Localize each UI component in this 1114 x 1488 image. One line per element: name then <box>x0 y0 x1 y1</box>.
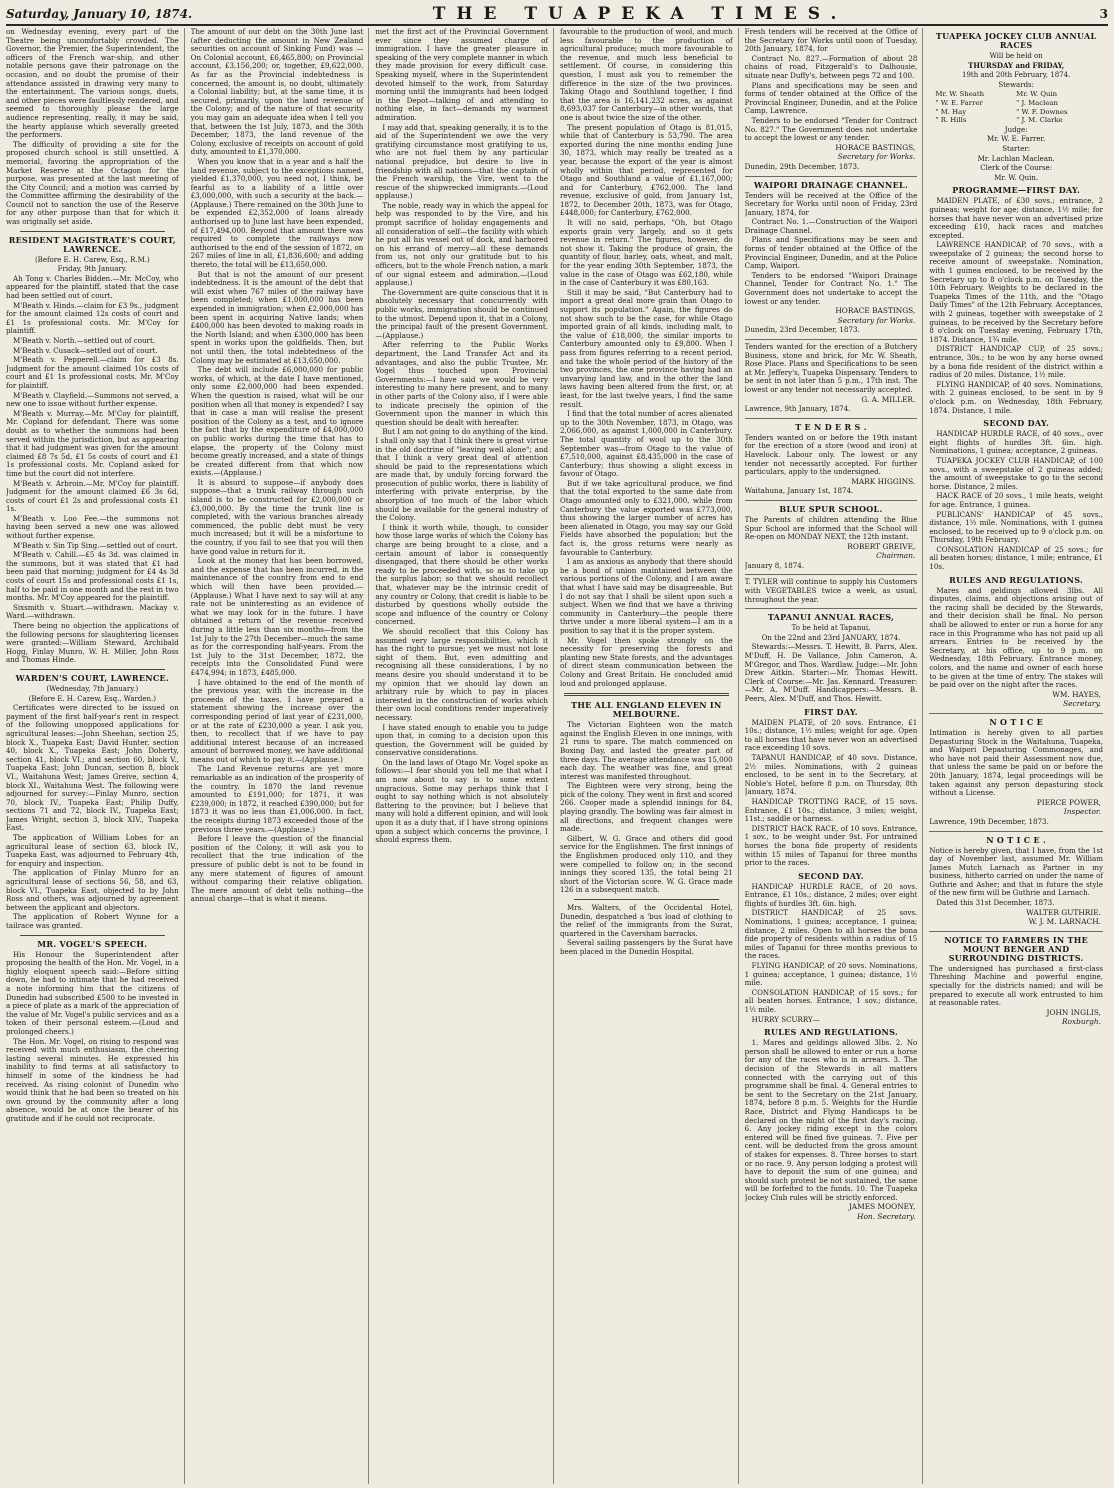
ad-subheading: To be held at Tapanui, <box>791 624 871 633</box>
article-paragraph: Still it may be said, "But Canterbury had to import a great deal more grain than Otago to support its population." Again, the figures do not show such to be the case, for while Otago imported grain of all kinds, including malt, to the value of £18,000, the similar imports to Canterbury amounted only to £9,800. When I pass from figures referring to a recent period, and take the whole period of the history of the two provinces, the one province having had an unvarying land law, and in the other the land laws having been altered from the first, or, at least, for the last twelve years, I find the same result. <box>560 287 733 409</box>
ad-rules: Mares and geldings allowed 3lbs. All disputes, claims, and objections arising out of the racing shall be decided by the Stewards, and their decision shall be final. No person shall be allowed to enter or run a horse for any race in this Programme who has not paid up all arrears. Entries to be received by the Secretary, at his office, up to 9 p.m. on Wednesday, 18th February. Entrance money, colors, and the name and owner of each horse to be given at the time of entry. The stakes will be paid over on the night after the races. <box>929 585 1103 690</box>
article-paragraph: The Victorian Eighteen won the match against the English Eleven in one innings, with 21 runs to spare. The match commenced on Boxing Day, and lasted the greater part of three days. The average attendance was 15,000 each day. The weather was fine, and great interest was manifested throughout. <box>560 720 733 781</box>
article-paragraph: When you know that in a year and a half the land revenue, subject to the exceptions named, yielded £1,370,000, you need not, I think, be fearful as to a liability of a little over £3,000,000, with such a security at the back.—(Applause.) There remained on the 30th June to be expended £2,352,000 of loans already authorised up to June last have been expended, of £17,494,000. Beyond that amount there was required to complete the railways now authorised to the end of the session of 1872, on 267 miles of line in all, £1,836,600; and adding thereto, the total will be £13,650,000. <box>190 156 364 270</box>
news-item: Several sailing passengers by the Surat have been placed in the Dunedin Hospital. <box>560 938 733 956</box>
article-paragraph: But that is not the amount of our present indebtedness. It is the amount of the debt that will exist when 767 miles of the railway have been completed; when £1,000,000 has been expended in immigration; when £2,000,000 has been spent in acquiring Native lands; when £400,000 has been devoted to making roads in the North Island; and when £300,000 has been spent in works upon the goldfields. Then, but not until then, the total indebtedness of the Colony may be estimated at £13,650,000. <box>190 269 364 365</box>
article-paragraph: The Land Revenue returns are yet more remarkable as an indication of the prosperity of the country. In 1870 the land revenue amounted to £191,000; for 1871, it was £239,000; in 1872, it reached £390,000; but for 1873 it was no less than £1,006,000. In fact, the receipts during 1873 exceeded those of the previous three years.—(Applause.) <box>190 764 364 834</box>
court-case: Ah Tong v. Charles Bidden.—Mr. McCoy, who appeared for the plaintiff, stated that the case had been settled out of court. <box>6 273 179 301</box>
ad-signature: JAMES MOONEY, <box>848 1202 916 1212</box>
ad-date: Dunedin, 29th December, 1873. <box>744 161 860 171</box>
advertisement-fresh-tenders <box>745 28 918 177</box>
newspaper-title: THE TUAPEKA TIMES. <box>432 4 848 24</box>
stewards-list <box>929 90 1103 124</box>
advertisement-tenders <box>745 423 918 501</box>
ad-signature-title: Inspector. <box>1063 807 1101 817</box>
ad-signature: HORACE BASTINGS, <box>835 306 916 316</box>
race-entry: HANDICAP TROTTING RACE, of 15 sovs. Entrance, £1 10s.; distance, 3 miles; weight, 11st.; saddle or harness. <box>744 796 918 824</box>
ad-subheading: Will be held on <box>989 52 1043 60</box>
section-date: Friday, 9th January. <box>57 265 127 274</box>
race-entry: HURRY SCURRY— <box>751 1014 820 1024</box>
race-entry: HANDICAP HURDLE RACE, of 40 sovs., over eight flights of hurdles 3ft. 6in. high. Nominations, 1 guinea; acceptance, 2 guineas. <box>929 429 1103 456</box>
race-entry: HACK RACE of 20 sovs., 1 mile heats, weight for age. Entrance, 1 guinea. <box>929 491 1103 509</box>
ad-rules: 1. Mares and geldings allowed 3lbs. 2. No person shall be allowed to enter or run a horse for any of the races who is in arrears. 3. The decision of the Stewards in all matters connected with the carrying out of this programme shall be final. 4. General entries to be sent to the Secretary on the 21st January, 1874, before 8 p.m. 5. Weights for the Hurdle Race, District and Flying Handicaps to be declared on the night of the first day's racing. 6. Any jockey riding except in the colors entered will be fined five guineas. 7. Five per cent. will be deducted from the gross amount of stakes for expenses. 8. Three horses to start or no race. 9. Any person lodging a protest will have to deposit the sum of one guinea; and should such protest be not sustained, the same will be forfeited to the funds. 10. The Tuapeka Jockey Club rules will be strictly enforced. <box>744 1038 918 1202</box>
ad-text: The Parents of children attending the Blue Spur School are informed that the School will Re-open on MONDAY NEXT, the 12th instant. <box>744 514 918 542</box>
race-entry: DISTRICT HANDICAP CUP, of 25 sovs.; entrance, 30s.; to be won by any horse owned by a bona fide resident of the district within a radius of 20 miles. Distance, 1½ mile. <box>929 344 1103 380</box>
court-case: M'Beath v. Arbroin.—Mr. M'Coy for plaintiff. Judgment for the amount claimed £6 3s 6d, costs of court £1 2s and professional costs £1 1s. <box>6 478 179 514</box>
ad-signature: G. A. MILLER. <box>861 394 916 404</box>
race-entry: TUAPEKA JOCKEY CLUB HANDICAP, of 100 sovs., with a sweepstake of 2 guineas added; the amount of sweepstake to go to the second horse. Distance, 2 miles. <box>929 455 1103 491</box>
ad-text: Tenders wanted on or before the 19th instant for the erection of a store (wood and iron) at Havelock. Labour only. The lowest or any tender not necessarily accepted. For further particulars, apply to the undersigned. <box>744 432 918 477</box>
race-entry: CONSOLATION HANDICAP of 25 sovs.; for all beaten horses; distance, 1 mile; entrance, £1 10s. <box>929 544 1103 572</box>
ad-rules-heading: RULES AND REGULATIONS. <box>764 1027 898 1038</box>
ad-heading: WAIPORI DRAINAGE CHANNEL. <box>753 179 909 190</box>
ad-text: Tenders to be endorsed "Tender for Contract No. 827." The Government does not undertake to accept the lowest or any tender. <box>744 115 918 143</box>
ad-text: Notice is hereby given, that I have, from the 1st day of November last, assumed Mr. William James Mutch Larnach as Partner in my business, hitherto carried on under the name of Guthrie and Asher; and that in future the style of the new firm will be Guthrie and Larnach. <box>929 845 1103 898</box>
court-case: M'Beath v. North.—settled out of court. <box>13 336 156 345</box>
issue-date: Saturday, January 10, 1874. <box>6 7 193 21</box>
court-case: Sixsmith v. Stuart.—withdrawn. Mackay v. Ward.—withdrawn. <box>6 602 179 621</box>
ad-signature: PIERCE POWER, <box>1036 797 1101 807</box>
article-paragraph: Gilbert, W. G. Grace and others did good service for the Englishmen. The first innings of the Englishmen produced only 110, and they were compelled to follow on; in the second innings they scored 135, the total being 21 short of the Victorian score. W. G. Grace made 126 in a subsequent match. <box>560 833 733 895</box>
ad-text: Contract No. 827.—Formation of about 28 chains of road, Fitzgerald's to Dalhousie, situate near Duffy's, between pegs 72 and 100. <box>744 53 918 80</box>
column-1 <box>6 28 185 1484</box>
column-3 <box>375 28 554 1484</box>
advertisement-waipori-drainage <box>745 181 918 341</box>
ad-date: January 8, 1874. <box>744 560 805 570</box>
advertisement-tapanui-races <box>745 613 918 1221</box>
divider <box>574 899 719 900</box>
court-case: M'Beath v. Hinds.—claim for £3 9s., judgment for the amount claimed 12s costs of court and £1 1s professional costs. Mr. M'Coy for plaintiff. <box>6 300 179 336</box>
article-paragraph: The present population of Otago is 81,015, while that of Canterbury is 53,790. The area exported during the nine months ending June 30, 1873, which may really be treated as a year, because the export of the year is almost wholly within that period, represented for Otago and Southland a value of £1,167,000; and for Canterbury, £762,000. The land revenue, exclusive of gold, from January 1st, 1872, to December 20th, 1873, was for Otago, £448,000; for Canterbury, £762,000. <box>560 122 733 218</box>
court-case: M'Beath v. Cusack—settled out of court. <box>13 345 158 355</box>
advertisement-jockey-club <box>929 32 1103 714</box>
ad-text: T. TYLER will continue to supply his Customers with VEGETABLES twice a week, as usual, throughout the year. <box>744 577 918 604</box>
article-paragraph: The Eighteen were very strong, being the pick of the colony. They went in first and scored 266. Cooper made a splendid innings for 84, playing grandly. The bowling was fair almost in all directions, and frequent changes were made. <box>560 781 733 834</box>
column-4 <box>560 28 739 1484</box>
article-paragraph: on Wednesday evening, every part of the Theatre being uncomfortably crowded. The Governor, the Premier, the Superintendent, the officers of the French war-ship, and other notable persons gave their patronage on the occasion, and no doubt the promise of their attendance assisted in drawing very many to the entertainment. The various songs, duets, and other pieces were faultlessly rendered, and seemed to thoroughly please the large audience representing, really, it may be said, the hearty applause which severally greeted the performers. <box>6 28 179 140</box>
race-entry: CONSOLATION HANDICAP, of 15 sovs.; for all beaten horses. Entrance, 1 sov.; distance, 1½ mile. <box>744 987 918 1014</box>
ad-heading: N O T I C E . <box>986 834 1047 845</box>
ad-subheading: THURSDAY and FRIDAY, <box>968 60 1065 70</box>
news-item: Mrs. Walters, of the Occidental Hotel, Dunedin, despatched a 'bus load of clothing to the relief of the immigrants from the Surat, quartered in the Caversham barracks. <box>560 903 733 938</box>
ad-text: Contract No. 1.—Construction of the Waipori Drainage Channel. <box>744 217 918 235</box>
advertisement-butchery-tender <box>745 343 918 419</box>
court-case: M'Beath v. Sin Tip Sing.—settled out of court. <box>13 540 178 550</box>
court-case: M'Beath v. Murray.—Mr. M'Coy for plaintiff, Mr. Copland for defendant. There was some doubt as to whether the summons had been served within the jurisdiction, but as appearing that it had judgment was given for the amount claimed £8 7s 5d, £1 5s costs of court and £1 1s professional costs. Mr. Copland asked for time but the court did not interfere. <box>6 408 179 478</box>
judge-heading: Judge: <box>1004 125 1028 134</box>
ad-heading: TAPANUI ANNUAL RACES, <box>767 612 895 623</box>
advertisement-notice-farmers <box>929 936 1103 1027</box>
article-paragraph: I may add that, speaking generally, it is to the aid of the Superintendent we owe the very gratifying circumstance most gratifying to us, who are not fuel them by any particular national prejudice, but desire to live in friendship with all nations—that the captain of the French warship, the Vire, went to the rescue of the shipwrecked immigrants.—(Loud applause.) <box>375 122 548 201</box>
column-6 <box>929 28 1108 1484</box>
steward: " J. Maclean <box>1016 98 1058 107</box>
article-paragraph: We should recollect that this Colony has assumed very large responsibilities, which it has the right to pursue; yet we must not lose sight of them. But, even admitting and recognising all these considerations, I by no means desire you should understand it to be my opinion that we should lay down an arbitrary rule by which to pay in places interested in the construction of works which their own local conditions render imperatively necessary. <box>375 626 548 722</box>
section-heading: MR. VOGEL'S SPEECH. <box>37 938 148 949</box>
race-entry: MAIDEN PLATE, of £30 sovs.; entrance, 2 guineas; weight for age; distance, 1½ mile; for horses that have never won an advertised prize exceeding £10, hack races and matches excepted. <box>929 196 1103 240</box>
court-case: M'Beath v. Clayfield.—Summons not served, a new one to issue without further expense. <box>6 390 179 409</box>
steward: Mr. W. Sheath <box>935 90 985 99</box>
advertisement-notice-depasturing <box>929 718 1103 832</box>
ad-subheading: On the 22nd and 23rd JANUARY, 1874. <box>761 633 901 642</box>
article-paragraph: I think it worth while, though, to consider how those large works of which the Colony has charge are being brought to a close, and a certain amount of labor is consequently disengaged, that there should be other works ready to be proceeded with, so as to take up the surplus labor; so that we should recollect that, whatever may be the intrinsic credit of any country or Colony, that credit is liable to be disturbed by questions wholly outside the scope and influence of the country or Colony concerned. <box>375 522 548 627</box>
court-case: Certificates were directed to be issued on payment of the first half-year's rent in respect of the following unopposed applications for agricultural leases:—John Sheehan, section 25, block X., Tuapeka East; David Hunter, section 40, block X., Tuapeka East; John Doherty, section 41, block VI.; and section 60, block V., Tuapeka East; John Duncan, section 8, block VI., Waitahuna West; James Greive, section 4, block XI., Waitahuna West. The following were adjourned for survey:—Finlay Munro, section 70, block IV., Tuapeka East; Philip Duffy, sections 71 and 72, block IV., Tuapeka East; James Wright, section 3, block XIV., Tuapeka East. <box>6 703 179 833</box>
ad-signature: ROBERT GREIVE, <box>847 541 916 551</box>
page-number: 3 <box>1099 7 1108 21</box>
court-case: M'Beath v. Loo Fee.—the summons not having been served a new one was allowed without further expense. <box>6 513 179 541</box>
ad-date: Lawrence, 9th January, 1874. <box>744 404 851 414</box>
ad-date: Dunedin, 23rd December, 1873. <box>744 325 860 335</box>
masthead <box>6 4 1108 26</box>
court-case: There being no objection the applications of the following persons for slaughtering licenses were granted:—William Steward, Archibald Hogg, Finlay Munro, W. H. Miller, John Ross and Thomas Hinde. <box>6 621 179 665</box>
article-paragraph: The difficulty of providing a site for the proposed church school is still unsettled. A memorial, favoring the appropriation of the Market Reserve at the Octagon for the purpose, was presented at the last meeting of the City Council; and a motion was carried by the Committee affirming the desirability of the Council not to sanction the use of the Reserve for any other purpose than that for which it was originally set aside. <box>6 139 179 227</box>
steward: " M. Hay <box>935 107 967 116</box>
article-paragraph: I am as anxious as anybody that there should be a bond of union maintained between the various portions of the Colony, and I am aware that what I have said may be disagreeable. But I do not say that I shall be silent upon such a subject. When we find that we have a thriving community in Canterbury—the people there thrive under a more liberal system—I am in a position to say that it is the proper system. <box>560 557 733 635</box>
race-entry: PUBLICANS' HANDICAP of 45 sovs., distance, 1½ mile. Nominations, with 1 guinea enclosed, to be received up to 9 o'clock p.m. on Thursday, 19th February. <box>929 509 1103 545</box>
court-case: M'Beath v. Pepperell.—claim for £3 8s. Judgment for the amount claimed 10s costs of court and £1 1s professional costs. Mr. M'Coy for plaintiff. <box>6 355 179 390</box>
ad-signature-title: Roxburgh. <box>1061 1017 1101 1027</box>
article-paragraph: But if we take agricultural produce, we find that the total exported to the same date from Otago amounted only to £321,000, while from Canterbury the value exported was £773,000, thus showing the larger number of acres has been alienated in Otago, you may say our Gold Fields have absorbed the population; but the fact is, the gross returns were nearly as favourable to Canterbury. <box>560 478 733 557</box>
ad-signature: WM. HAYES, <box>1052 689 1101 699</box>
article-paragraph: It is absurd to suppose—if anybody does suppose—that a trunk railway through such island is to be constructed for £2,000,000 or £3,000,000. By the time the trunk line is completed, with the various branches already commenced, the public debt must be very much increased; but it will be a misfortune to the country, if you fail to see that you will then have good value in return for it. <box>190 477 364 556</box>
ad-signature-title: Secretary. <box>1063 699 1101 709</box>
ad-text: Tenders will be received at the Office of the Secretary for Works until noon of Friday, 23rd January, 1874, for <box>744 190 918 217</box>
steward: Mr. W. Quin <box>1016 90 1058 99</box>
ad-signature: W. J. M. LARNACH. <box>1028 917 1101 927</box>
advertisement-tyler-vegetables <box>745 578 918 609</box>
court-case: The application of Robert Wynne for a tailrace was granted. <box>6 912 179 930</box>
article-paragraph: The Government are quite conscious that it is absolutely necessary that concurrently with public works, immigration should be continued to the utmost. Depend upon it, that in a Colony, the principal fault of the present Government.—(Applause.) <box>375 287 548 340</box>
column-5 <box>745 28 924 1484</box>
judge-name: Mr. W. E. Farrer. <box>986 135 1046 144</box>
section-heading: RESIDENT MAGISTRATE'S COURT, LAWRENCE. <box>8 234 176 254</box>
ad-day-heading: SECOND DAY. <box>798 870 864 881</box>
ad-signature: HORACE BASTINGS, <box>835 142 916 152</box>
ad-heading: BLUE SPUR SCHOOL. <box>779 503 883 514</box>
ad-date: Dated this 31st December, 1873. <box>936 898 1055 908</box>
steward: " J. M. Clarke <box>1016 116 1063 125</box>
ad-text: Fresh tenders will be received at the Office of the Secretary for Works until noon of Tuesday, 20th January, 1874, for <box>744 28 918 54</box>
ad-heading: NOTICE TO FARMERS IN THE MOUNT BENGER AND SURROUNDING DISTRICTS. <box>944 934 1089 963</box>
ad-signature: JOHN INGLIS, <box>1046 1007 1101 1017</box>
article-paragraph: But I am not going to do anything of the kind. I shall only say that I think there is great virtue in the old doctrine of "leaving well alone"; and that I think a very great deal of attention should be paid to the representations which are made that, by unduly forcing forward the prosecution of public works, there is liability of interfering with private enterprise, by the absorption of too much of the labor which should be available for the general industry of the Colony. <box>375 427 548 523</box>
article-paragraph: The amount of our debt on the 30th June last (after deducting the amount in New Zealand securities on account of Sinking Fund) was —On Colonial account, £6,465,800; on Provincial account, £3,156,200; or, together, £9,622,000. As far as the Provincial indebtedness is concerned, the amount is, no doubt, ultimately a Colonial liability; but, at the same time, it is secured, primarily, upon the land revenue of the Colony; and of the nature of that security you may gain an adequate idea when I tell you that, between the 1st July, 1873, and the 30th December, 1873, the land revenue of the Colony, exclusive of receipts on account of gold duty, amounted to £1,370,000. <box>190 28 364 157</box>
advertisement-notice-partnership <box>929 836 1103 932</box>
ad-heading: N O T I C E <box>989 716 1043 727</box>
ad-signature: MARK HIGGINS. <box>851 476 916 486</box>
ad-rules-heading: RULES AND REGULATIONS. <box>949 574 1084 585</box>
divider <box>20 935 165 936</box>
race-entry: TAPANUI HANDICAP, of 40 sovs. Distance, 2½ miles. Nominations, with 2 guineas enclosed, to be sent in to the Secretary, at Noble's Hotel, before 8 p.m. on Thursday, 8th January, 1874. <box>744 752 918 797</box>
ad-day-heading: SECOND DAY. <box>983 418 1050 429</box>
ad-heading: TUAPEKA JOCKEY CLUB ANNUAL RACES <box>935 31 1097 50</box>
ad-day-heading: FIRST DAY. <box>804 706 858 717</box>
article-paragraph: It will no said, perhaps, "Oh, but Otago exports grain very largely, and so it gets revenue in return." The figures, however, do not show it. Taking the produce of grain, the quantity of flour, barley, oats, wheat, and malt, for the year ending 30th September, 1873, the value in the case of Otago was £62,180, while in the case of Canterbury it was £80,163. <box>560 218 733 288</box>
ad-text: Stewards:—Messrs. T. Hewitt, B. Parrs, Alex. M'Duff, H. De Vallance, John Cameron, A. M'Gregor, and Thos. Wardlaw. Judge:—Mr. John Drew Aitkin. Starter:—Mr. Thomas Hewitt. Clerk of Course:—Mr. Jas. Kennard. Treasurer:—Mr. A. M'Duff. Handicappers:—Messrs. B. Peers, Alex. M'Duff, and Thos. Hewitt. <box>744 642 918 703</box>
article-paragraph: favourable to the production of wool, and much less favourable to the production of agricultural produce; much more favourable to the revenue, and much less beneficial to settlement. Of course, in considering this question, I must ask you to remember the difference in the size of the two provinces. Taking Otago and Southland together, I find that the area is 16,141,232 acres, as against 8,693,037 for Canterbury—in other words, that one is about twice the size of the other. <box>560 28 733 122</box>
ad-signature-title: Secretary for Works. <box>837 152 916 162</box>
race-entry: FLYING HANDICAP, of 40 sovs. Nominations, with 2 guineas enclosed, to be sent in by 9 o'clock p.m. on Wednesday, 18th February, 1874. Distance, 1 mile. <box>929 379 1103 415</box>
article-paragraph: Mr. Vogel then spoke strongly on the necessity for preserving the forests and planting new State forests, and the advantages of direct steam communication between the Colony and Great Britain. He concluded amid loud and prolonged applause. <box>560 635 733 688</box>
article-paragraph: The noble, ready way in which the appeal for help was responded to by the Vire, and his prompt sacrifice of holiday engagements and all consideration of self—the facility with which he put all his vessel out of dock, and harbored on his errand of mercy—all these demands from us, not only our gratitude but to his officers, but to the whole French nation, a mark of our signal esteem and admiration.—(Loud applause.) <box>375 200 548 288</box>
ad-text: Tenders to be endorsed "Waipori Drainage Channel, Tender for Contract No. 1." The Government does not undertake to accept the lowest or any tender. <box>744 270 918 306</box>
race-entry: LAWRENCE HANDICAP, of 70 sovs., with a sweepstake of 2 guineas; the second horse to receive amount of sweepstake. Nomination, with 1 guinea enclosed, to be received by the Secretary up to 8 o'clock p.m. on Tuesday, the 10th February. Weights to be declared in the Tuapeka Times of the 11th, and the "Otago Daily Times" of the 12th February. Acceptances, with 2 guineas, together with sweepstake of 2 guineas, to be received by the Secretary before 8 o'clock on Tuesday evening, February 17th, 1874. Distance, 1¾ mile. <box>929 240 1103 344</box>
divider <box>20 231 165 232</box>
ad-heading: T E N D E R S . <box>795 421 867 432</box>
article-paragraph: On the land laws of Otago Mr. Vogel spoke as follows:—I fear should you tell me that what I am now about to say is to some extent ungracious. Some may perhaps think that I ought to say nothing which is not absolutely flattering to the province; but I believe that many will hold a different opinion, and will look upon it as a duty that, if I have strong opinions upon a subject which concerns the province, I should express them. <box>375 757 548 845</box>
ad-date: Lawrence, 19th December, 1873. <box>929 816 1049 826</box>
section-heading: WARDEN'S COURT, LAWRENCE. <box>15 672 170 683</box>
ad-signature-title: Hon. Secretary. <box>857 1212 916 1222</box>
race-entry: FLYING HANDICAP, of 20 sovs. Nominations, 1 guinea; acceptance, 1 guinea; distance, 1½ mile. <box>744 961 918 988</box>
article-paragraph: Before I leave the question of the financial position of the Colony, it will ask you to recollect that the true indication of the pressure of public debt is not to be found in any mere statement of figures of amount without comparing their relative obligation. The mere amount of debt tells nothing—the annual charge—that is what it means. <box>190 834 364 904</box>
section-subheading: (Before E. H. Carew, Esq., R.M.) <box>34 255 150 264</box>
steward: " W. F. Downes <box>1016 107 1068 116</box>
ad-signature: WALTER GUTHRIE. <box>1026 907 1101 917</box>
article-paragraph: I have stated enough to enable you to judge upon that, in coming to a decision upon this question, the Government will be guided by conservative considerations. <box>375 722 548 758</box>
section-date: (Wednesday, 7th January.) <box>46 684 139 693</box>
ad-text: Tenders wanted for the erection of a Butchery Business, stone and brick, for Mr. W. Sheath, Rose Place. Plans and Specifications to be seen at Mr. Jeffery's, Tuapeka Dispensary. Tenders to be sent in not later than 5 p.m., 17th inst. The lowest or any tender not necessarily accepted. <box>744 342 918 394</box>
ad-date: Waitahuna, January 1st, 1874. <box>744 486 854 496</box>
columns <box>6 28 1108 1484</box>
article-paragraph: The Hon. Mr. Vogel, on rising to respond was received with much enthusiasm, the cheering lasting several minutes. He expressed his inability to find terms at all satisfactory to himself in some of the kindness he had received. As rising colonist of Dunedin who would think that he had been so treated on his own ground by the community after a long absence, would be at once the bearer of his gratitude and if he could not reciprocate. <box>6 1036 179 1123</box>
steward: " R. Hills <box>935 116 967 125</box>
clerk-name: Mr. W. Quin. <box>994 173 1039 182</box>
stewards-heading: Stewards: <box>998 80 1035 89</box>
starter-heading: Starter: <box>1002 144 1031 153</box>
divider <box>20 669 165 670</box>
article-paragraph: I have obtained to the end of the month of the previous year, with the increase in the proceeds of the taxes. I have prepared a statement showing the increase over the corresponding period of last year of £231,000, or at the rate of £230,000 a year. I ask you, then, to recollect that if we have to pay additional interest because of an increased amount of borrowed money, we have additional means out of which to pay it.—(Applause.) <box>190 677 364 764</box>
ad-text: Plans and Specifications may be seen and forms of tender obtained at the Office of the Provincial Engineer, Dunedin, and at the Police Camp, Waipori. <box>744 235 918 271</box>
ad-signature-title: Chairman. <box>876 551 916 561</box>
court-case: M'Beath v. Cahill.—£5 4s 3d. was claimed in the summons, but it was stated that £1 had been paid that morning; judgment for £4 4s 3d costs of court 15s and professional costs £1 1s, half to be paid in one month and the rest in two months. Mr. M'Coy appeared for the plaintiff. <box>6 550 179 603</box>
steward: " W. E. Farrer <box>935 98 983 107</box>
race-entry: MAIDEN PLATE, of 20 sovs. Entrance, £1 10s.; distance, 1½ miles; weight for age. Open to all horses that have never won an advertised race exceeding 10 sovs. <box>744 717 918 753</box>
article-paragraph: After referring to the Public Works department, the Land Transfer Act and its advantages, and also the public Trustee, Mr. Vogel thus touched upon Provincial Governments:—I have said we would be very interesting to many here present, and to many in other parts of the Colony also, if I were able to indicate precisely the opinion of the Government upon the manner in which this question should be dealt with hereafter. <box>375 340 548 427</box>
section-subheading: (Before E. H. Carew, Esq., Warden.) <box>28 694 156 703</box>
race-entry: HANDICAP HURDLE RACE, of 20 sovs. Entrance, £1 10s.; distance, 2 miles; over eight flights of hurdles 3ft. 6in. high. <box>744 881 918 908</box>
ad-text: The undersigned has purchased a first-class Threshing Machine and powerful engine, specially for the districts named; and will be prepared to execute all work entrusted to him at reasonable rates. <box>929 963 1103 1008</box>
programme-heading: PROGRAMME—FIRST DAY. <box>952 185 1081 196</box>
divider <box>564 693 729 696</box>
ad-text: Plans and specifications may be seen and forms of tender obtained at the Office of the Provincial Engineer, Dunedin, and at the Police Camp, Lawrence. <box>744 80 918 116</box>
ad-text: Intimation is hereby given to all parties Depasturing Stock in the Waitahuna, Tuapeka, and Waipori Depasturing Commonages, and who have not paid their Assessment now due, that unless the same be paid on or before the 20th January, 1874, legal proceedings will be taken against any person depasturing stock without a License. <box>929 727 1103 798</box>
article-paragraph: I find that the total number of acres alienated up to the 30th November, 1873, in Otago, was 2,066,000, as against 1,000,000 in Canterbury. The total quantity of wool up to the 30th September was—from Otago to the value of £7,510,000, against £8,435,000 in the case of Canterbury; thus showing a slight excess in favour of Otago. <box>560 409 733 479</box>
ad-signature-title: Secretary for Works. <box>837 315 916 325</box>
race-entry: DISTRICT HACK RACE, of 10 sovs. Entrance, 1 sov., to be weight under 9st. For untrained horses the bona fide property of residents within 15 miles of Tapanui for three months prior to the races. <box>744 823 918 868</box>
court-case: The application of William Lobes for an agricultural lease of section 63, block IV., Tuapeka East, was adjourned to February 4th, for enquiry and inspection. <box>6 833 179 868</box>
ad-subheading: 19th and 20th February, 1874. <box>962 71 1071 80</box>
article-paragraph: Look at the money that has been borrowed, and the expense that has been incurred, in the maintenance of the country from end to end which will then have been provided.—(Applause.) What I have next to say will at any rate not be uninteresting as an evidence of what we may look for in the future. I have obtained a return of the revenue received during a little less than six months—from the 1st July to the 27th December—much the same as for the corresponding half-years. From the 1st July to the 31st December, 1872, the receipts into the Consolidated Fund were £474,994; in 1873, £485,000. <box>190 556 364 677</box>
advertisement-blue-spur-school <box>745 505 918 576</box>
race-entry: DISTRICT HANDICAP, of 25 sovs. Nominations, 1 guinea; acceptance, 1 guinea; distance, 2 miles. Open to all horses the bona fide property of residents within a radius of 15 miles of Tapanui for three months previous to the races. <box>744 908 918 961</box>
starter-name: Mr. Lachlan Maclean. <box>977 154 1055 163</box>
section-heading: THE ALL ENGLAND ELEVEN IN MELBOURNE. <box>571 700 722 720</box>
article-paragraph: The debt will include £6,000,000 for public works, of which, at the date I have mentioned, only some £2,000,000 had been expended. When the question is raised, what will be our position when all that money is expended? I say that in case a man will realise the present position of the Colony as a test, and to ignore the fact that by the expenditure of £4,000,000 on public works during the time that has to elapse, the property of the Colony must become greatly increased, and a state of things be created different from that which now exists.—(Applause.) <box>190 365 364 478</box>
article-paragraph: met the first act of the Provincial Government ever since they assumed charge of immigration. I have the greater pleasure in speaking of the very complete manner in which they made provision for every difficult case. Speaking myself, where in the Superintendent devoted himself to the work, from Saturday morning until the immigrants had been lodged in the Depot—talking of and attending to nothing else, in fact—demands my warmest admiration. <box>375 28 548 122</box>
article-paragraph: His Honour the Superintendent after proposing the health of the Hon. Mr. Vogel, in a highly eloquent speech said:—Before sitting down, he had to intimate that he had received a note informing him that the citizens of Dunedin had subscribed £500 to be invested in a piece of plate as a mark of the appreciation of the value of Mr. Vogel's public services and as a token of their personal esteem.—(Loud and prolonged cheers.) <box>6 949 179 1036</box>
court-case: The application of Finlay Munro for an agricultural lease of sections 56, 58, and 63, block VI., Tuapeka East, objected to by John Ross and others, was adjourned by agreement between the applicant and objectors. <box>6 868 179 912</box>
clerk-heading: Clerk of the Course: <box>980 164 1053 173</box>
column-2 <box>191 28 370 1484</box>
